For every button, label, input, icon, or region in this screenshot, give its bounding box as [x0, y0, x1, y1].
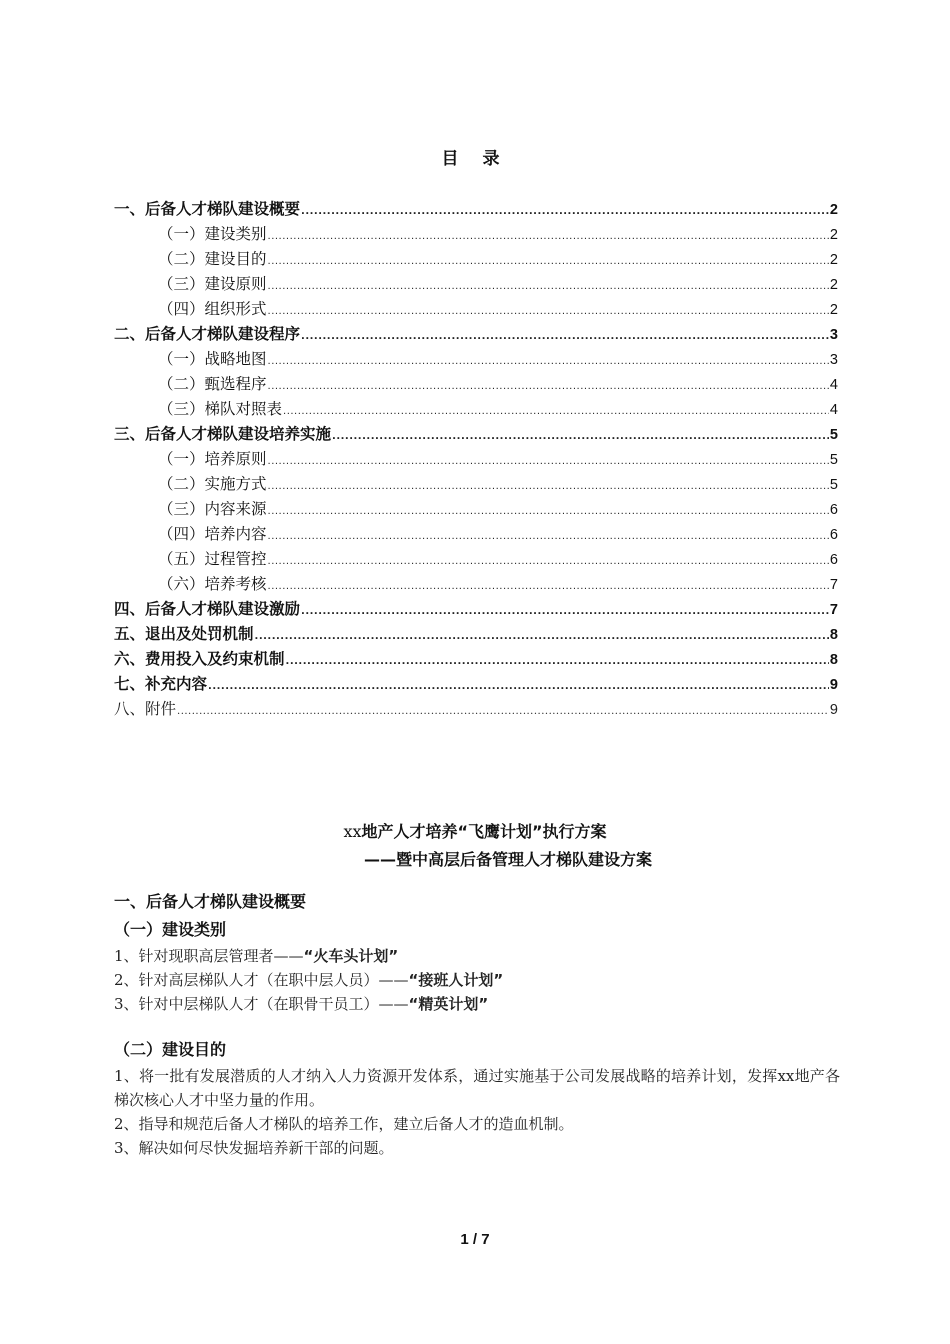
toc-leader-dots [268, 249, 829, 274]
toc-entry-page: 2 [829, 202, 838, 218]
toc-entry-page: 5 [829, 452, 838, 468]
table-of-contents [114, 197, 838, 722]
toc-entry[interactable] [114, 397, 838, 422]
toc-entry-text: 五、退出及处罚机制 [114, 625, 254, 643]
toc-leader-dots [268, 374, 829, 399]
toc-leader-dots [268, 524, 829, 549]
toc-entry[interactable] [114, 422, 838, 447]
toc-entry[interactable] [114, 672, 838, 697]
toc-entry-text: （二）建设目的 [158, 250, 267, 268]
toc-leader-dots [268, 224, 829, 249]
category-plan: “接班人计划” [408, 971, 504, 989]
toc-entry[interactable] [114, 197, 838, 222]
toc-entry[interactable] [114, 247, 838, 272]
toc-entry[interactable] [114, 547, 838, 572]
toc-entry-text: （二）实施方式 [158, 475, 267, 493]
category-lead: 1、针对现职高层管理者—— [114, 947, 304, 965]
toc-title: 目 录 [441, 149, 509, 169]
toc-entry-text: （一）战略地图 [158, 350, 267, 368]
toc-entry-page: 2 [829, 277, 838, 293]
toc-entry-page: 6 [829, 502, 838, 518]
document-subtitle: ——暨中高层后备管理人才梯队建设方案 [363, 850, 652, 869]
toc-entry[interactable] [114, 472, 838, 497]
toc-entry-text: 三、后备人才梯队建设培养实施 [114, 425, 332, 443]
toc-entry-page: 8 [829, 652, 838, 668]
toc-entry-page: 3 [829, 327, 838, 343]
toc-leader-dots [268, 499, 829, 524]
category-lead: 3、针对中层梯队人才（在职骨干员工）—— [114, 995, 409, 1013]
toc-leader-dots [208, 674, 829, 699]
toc-entry[interactable] [114, 322, 838, 347]
document-body [114, 888, 840, 1160]
toc-entry-page: 9 [829, 702, 838, 718]
toc-entry-text: 二、后备人才梯队建设程序 [114, 325, 301, 343]
toc-leader-dots [268, 549, 829, 574]
toc-entry[interactable] [114, 447, 838, 472]
toc-leader-dots [268, 299, 829, 324]
toc-entry-page: 4 [829, 377, 838, 393]
toc-entry-page: 9 [829, 677, 838, 693]
toc-entry-text: 七、补充内容 [114, 675, 208, 693]
toc-entry-text: 八、附件 [114, 700, 177, 718]
toc-entry[interactable] [114, 497, 838, 522]
toc-entry-page: 8 [829, 627, 838, 643]
toc-entry[interactable] [114, 372, 838, 397]
category-plan: “精英计划” [408, 995, 489, 1013]
toc-entry[interactable] [114, 347, 838, 372]
toc-leader-dots [283, 399, 829, 424]
toc-entry[interactable] [114, 272, 838, 297]
toc-leader-dots [332, 424, 829, 449]
toc-entry-text: （一）培养原则 [158, 450, 267, 468]
title-rest: 地产人才培养“飞鹰计划”执行方案 [361, 822, 607, 841]
toc-entry[interactable] [114, 647, 838, 672]
toc-entry-page: 2 [829, 252, 838, 268]
toc-entry-text: （一）建设类别 [158, 225, 267, 243]
category-lead: 2、针对高层梯队人才（在职中层人员）—— [114, 971, 409, 989]
toc-entry-text: （六）培养考核 [158, 575, 267, 593]
toc-entry-page: 7 [829, 602, 838, 618]
toc-entry-page: 5 [829, 427, 838, 443]
toc-leader-dots [286, 649, 829, 674]
toc-entry-text: （五）过程管控 [158, 550, 267, 568]
category-item [114, 944, 840, 968]
toc-entry[interactable] [114, 697, 838, 722]
toc-leader-dots [301, 599, 829, 624]
toc-entry-page: 7 [829, 577, 838, 593]
category-plan: “火车头计划” [303, 947, 399, 965]
purpose-paragraph: 2、指导和规范后备人才梯队的培养工作，建立后备人才的造血机制。 [114, 1115, 574, 1133]
toc-entry-page: 5 [829, 477, 838, 493]
toc-leader-dots [255, 624, 829, 649]
category-item [114, 992, 840, 1016]
document-title [0, 819, 950, 842]
toc-leader-dots [268, 449, 829, 474]
toc-entry[interactable] [114, 222, 838, 247]
toc-entry[interactable] [114, 297, 838, 322]
subsection-heading: （二）建设目的 [114, 1040, 227, 1059]
toc-entry[interactable] [114, 597, 838, 622]
purpose-paragraph: 1、将一批有发展潜质的人才纳入人力资源开发体系，通过实施基于公司发展战略的培养计划，发挥xx地产各梯次核心人才中坚力量的作用。 [114, 1067, 840, 1109]
toc-entry-text: （四）组织形式 [158, 300, 267, 318]
toc-leader-dots [301, 324, 829, 349]
toc-entry-page: 4 [829, 402, 838, 418]
toc-entry-text: （三）内容来源 [158, 500, 267, 518]
toc-entry-page: 6 [829, 552, 838, 568]
toc-leader-dots [268, 474, 829, 499]
purpose-paragraph: 3、解决如何尽快发掘培养新干部的问题。 [114, 1139, 394, 1157]
toc-entry[interactable] [114, 522, 838, 547]
toc-leader-dots [268, 274, 829, 299]
toc-entry-text: 一、后备人才梯队建设概要 [114, 200, 301, 218]
toc-entry-text: （四）培养内容 [158, 525, 267, 543]
toc-entry-text: （三）建设原则 [158, 275, 267, 293]
toc-entry-page: 3 [829, 352, 838, 368]
toc-entry-text: 四、后备人才梯队建设激励 [114, 600, 301, 618]
toc-entry-page: 6 [829, 527, 838, 543]
toc-leader-dots [301, 199, 829, 224]
toc-entry-text: （三）梯队对照表 [158, 400, 283, 418]
title-prefix: xx [343, 822, 362, 841]
toc-entry-page: 2 [829, 302, 838, 318]
toc-leader-dots [268, 349, 829, 374]
page-number: 1 / 7 [460, 1231, 490, 1248]
subsection-heading: （一）建设类别 [114, 920, 227, 939]
toc-entry[interactable] [114, 572, 838, 597]
toc-leader-dots [177, 699, 829, 724]
toc-entry-page: 2 [829, 227, 838, 243]
toc-entry[interactable] [114, 622, 838, 647]
toc-entry-text: （二）甄选程序 [158, 375, 267, 393]
toc-entry-text: 六、费用投入及约束机制 [114, 650, 285, 668]
category-item [114, 968, 840, 992]
toc-leader-dots [268, 574, 829, 599]
section-heading: 一、后备人才梯队建设概要 [114, 892, 307, 911]
